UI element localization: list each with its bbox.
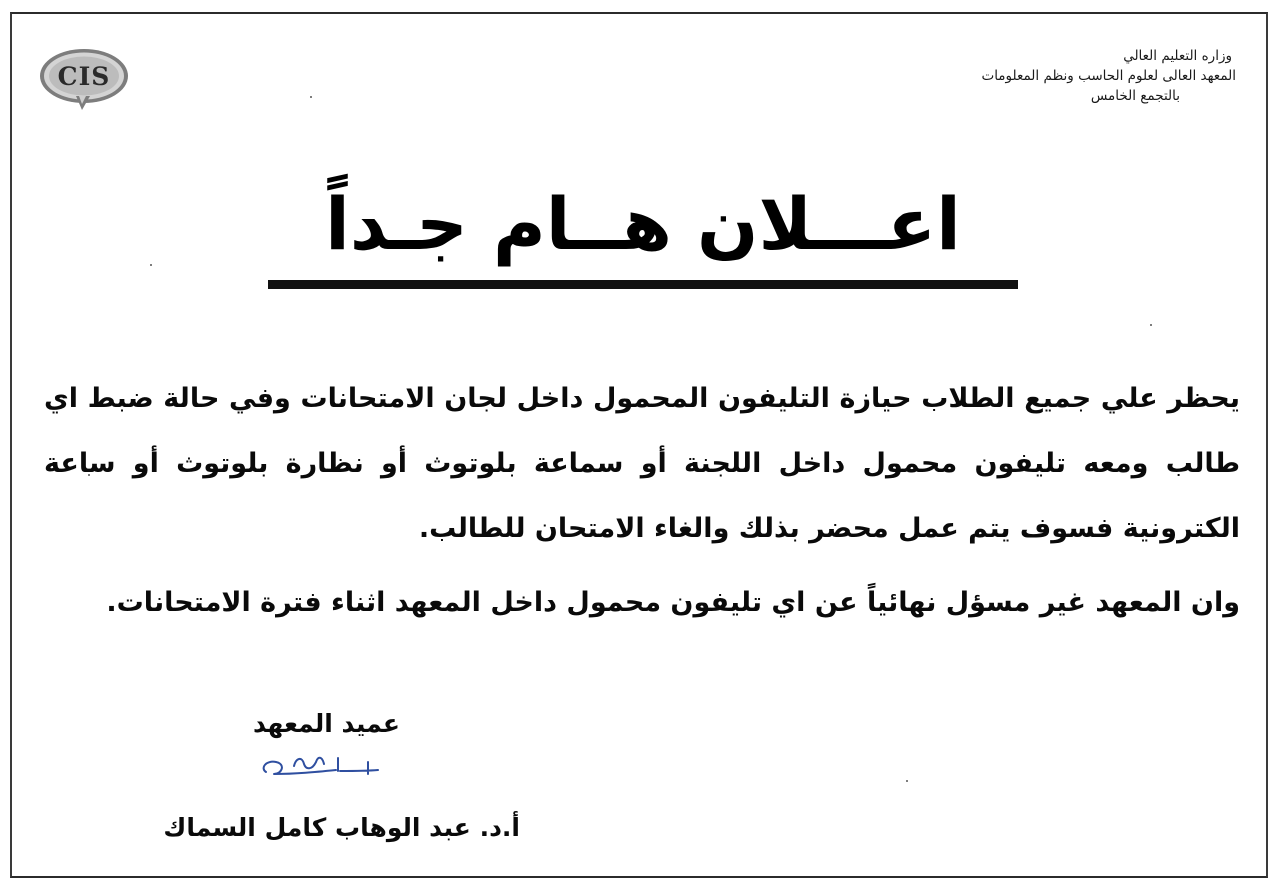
scan-speck [906,780,908,782]
dean-name: أ.د. عبد الوهاب كامل السماك [163,813,520,842]
institute-logo [38,46,130,112]
handwritten-signature [256,744,386,784]
logo-lettering: CIS [57,62,111,91]
institute-name: المعهد العالى لعلوم الحاسب ونظم المعلومات [981,68,1236,84]
ministry-name: وزاره التعليم العالي [1123,48,1232,64]
institute-location: بالتجمع الخامس [1090,88,1180,104]
dean-title: عميد المعهد [253,709,400,738]
institution-header [816,46,1236,106]
notice-title-block [268,168,1018,292]
scan-speck [310,96,312,98]
notice-title: اعـــلان هــام جـداً [325,182,961,266]
scan-speck [1150,324,1152,326]
notice-paragraph-2: وان المعهد غير مسؤل نهائياً عن اي تليفون محمول داخل المعهد اثناء فترة الامتحانات. [106,587,1240,618]
scan-speck [150,264,152,266]
notice-paragraph-1: يحظر علي جميع الطلاب حيازة التليفون المحمول داخل لجان الامتحانات وفي حالة ضبط اي طالب ومعه تليفون محمول داخل اللجنة أو سماعة بلوتوث أو نظارة بلوتوث أو ساعة الكترونية فسوف يتم عمل محضر بذلك والغاء الامتحان للطالب. [44,383,1240,544]
title-underline [268,280,1018,289]
